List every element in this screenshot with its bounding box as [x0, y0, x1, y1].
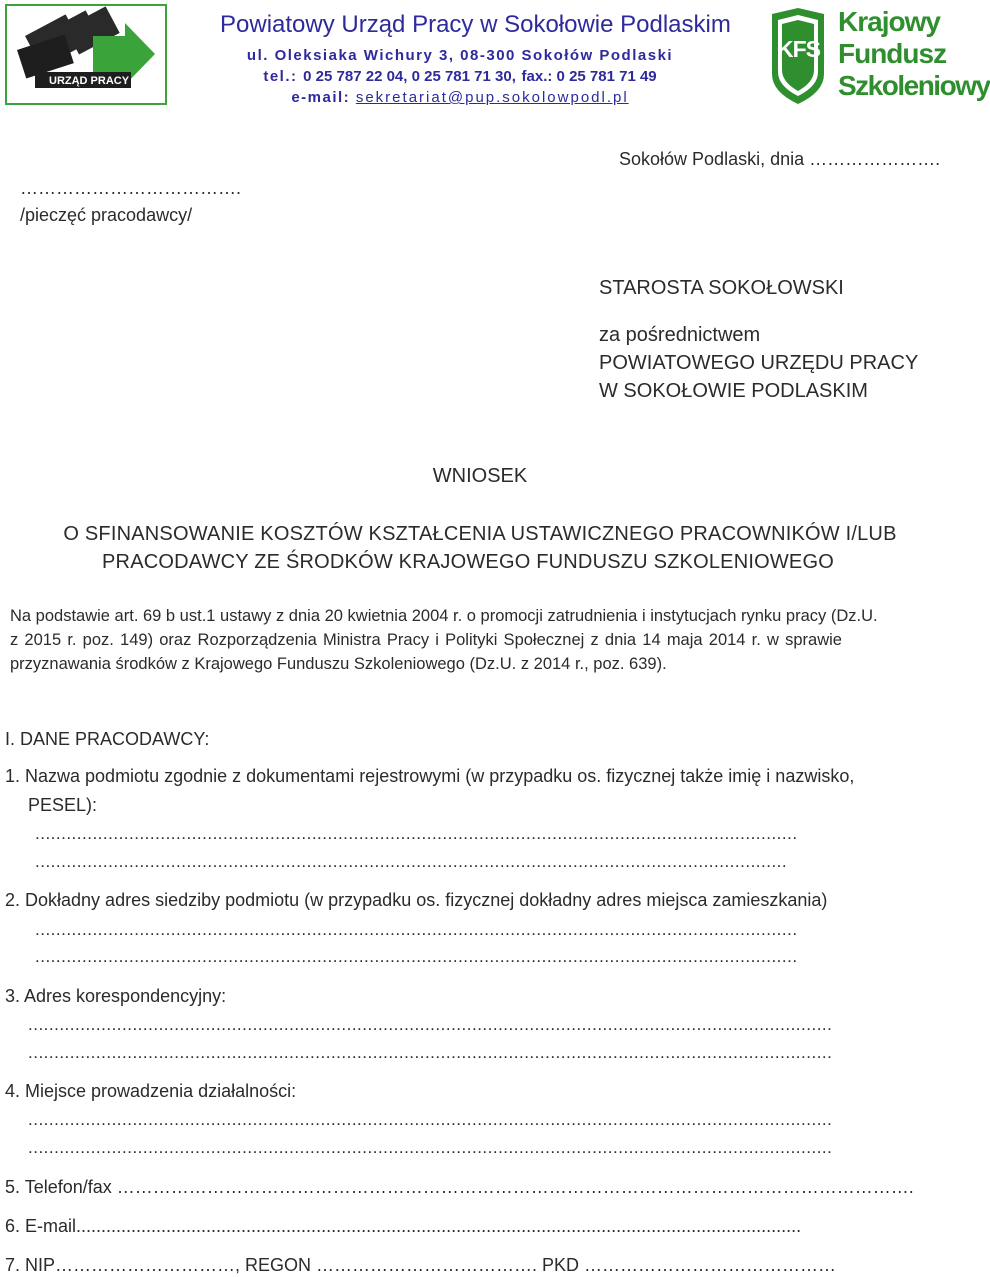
- kfs-line3: Szkoleniowy: [838, 70, 990, 101]
- office-phone-line: [215, 68, 705, 85]
- kfs-logo: [768, 6, 990, 106]
- pup-logo: [5, 4, 167, 105]
- item1-field-line2[interactable]: ................................................................................................................................................: [35, 852, 788, 871]
- stamp-label: /pieczęć pracodawcy/: [20, 205, 193, 225]
- recipient-line3: POWIATOWEGO URZĘDU PRACY: [599, 352, 919, 374]
- item3-field-line2[interactable]: ..........................................................................................................................................................: [28, 1043, 833, 1062]
- item2-field-line2[interactable]: ..................................................................................................................................................: [35, 947, 798, 966]
- recipient-line4: W SOKOŁOWIE PODLASKIM: [599, 380, 868, 402]
- employer-stamp-field: ……………………………….: [20, 178, 242, 198]
- item3-field-line1[interactable]: ..........................................................................................................................................................: [28, 1015, 833, 1034]
- item1-label-cont: PESEL):: [28, 795, 98, 815]
- office-title: Powiatowy Urząd Pracy w Sokołowie Podlaskim: [220, 11, 731, 38]
- tel-label: tel.:: [263, 68, 298, 85]
- office-address: ul. Oleksiaka Wichury 3, 08-300 Sokołów Podlaski: [246, 47, 674, 64]
- email-label: e-mail:: [291, 89, 351, 106]
- fax-number: fax.: 0 25 781 71 49: [521, 68, 657, 85]
- legal-basis-line1: Na podstawie art. 69 b ust.1 ustawy z dnia 20 kwietnia 2004 r. o promocji zatrudnienia i instytucjach rynku pracy (Dz.U.: [10, 607, 878, 625]
- tel-numbers: 0 25 787 22 04, 0 25 781 71 30,: [303, 68, 516, 85]
- kfs-line2: Fundusz: [838, 38, 947, 69]
- item2-label: 2. Dokładny adres siedziby podmiotu (w przypadku os. fizycznej dokładny adres miejsca zamieszkania): [5, 890, 828, 910]
- pup-logo-text: URZĄD PRACY: [49, 75, 130, 87]
- item1-label: 1. Nazwa podmiotu zgodnie z dokumentami rejestrowymi (w przypadku os. fizycznej także imię i nazwisko,: [5, 766, 855, 786]
- item4-label: 4. Miejsce prowadzenia działalności:: [5, 1081, 297, 1101]
- item3-label: 3. Adres korespondencyjny:: [5, 986, 227, 1006]
- item6-email[interactable]: 6. E-mail.................................................................................................................................................: [5, 1216, 802, 1236]
- item5-phone-fax[interactable]: 5. Telefon/fax …………………………………………………………………………………………………………………….: [5, 1177, 914, 1197]
- recipient-line1: STAROSTA SOKOŁOWSKI: [599, 277, 844, 299]
- item7-nip-regon-pkd[interactable]: 7. NIP…………………………, REGON ………………………………. PKD ……………………………………: [5, 1255, 837, 1275]
- item4-field-line2[interactable]: ..........................................................................................................................................................: [28, 1138, 833, 1157]
- pup-logo-graphic: [7, 6, 165, 103]
- item2-field-line1[interactable]: ..................................................................................................................................................: [35, 920, 798, 939]
- form-subtitle-line1: O SFINANSOWANIE KOSZTÓW KSZTAŁCENIA USTAWICZNEGO PRACOWNIKÓW I/LUB: [63, 523, 897, 545]
- recipient-line2: za pośrednictwem: [599, 324, 761, 346]
- form-subtitle-line2: PRACODAWCY ZE ŚRODKÓW KRAJOWEGO FUNDUSZU SZKOLENIOWEGO: [102, 551, 834, 573]
- kfs-badge: KFS: [777, 36, 820, 62]
- kfs-line1: Krajowy: [838, 6, 940, 37]
- email-link[interactable]: sekretariat@pup.sokolowpodl.pl: [355, 89, 629, 106]
- place-date: Sokołów Podlaski, dnia ………………….: [619, 149, 941, 169]
- legal-basis-line2: z 2015 r. poz. 149) oraz Rozporządzenia Ministra Pracy i Polityki Społecznej z dnia 14 maja 2014 r. w sprawie: [10, 631, 842, 649]
- office-email-line: [215, 89, 705, 106]
- item1-field-line1[interactable]: ..................................................................................................................................................: [35, 824, 798, 843]
- section-heading-employer-data: I. DANE PRACODAWCY:: [5, 729, 210, 749]
- form-title: WNIOSEK: [432, 465, 528, 487]
- legal-basis-line3: przyznawania środków z Krajowego Funduszu Szkoleniowego (Dz.U. z 2014 r., poz. 639).: [10, 655, 667, 673]
- item4-field-line1[interactable]: ..........................................................................................................................................................: [28, 1110, 833, 1129]
